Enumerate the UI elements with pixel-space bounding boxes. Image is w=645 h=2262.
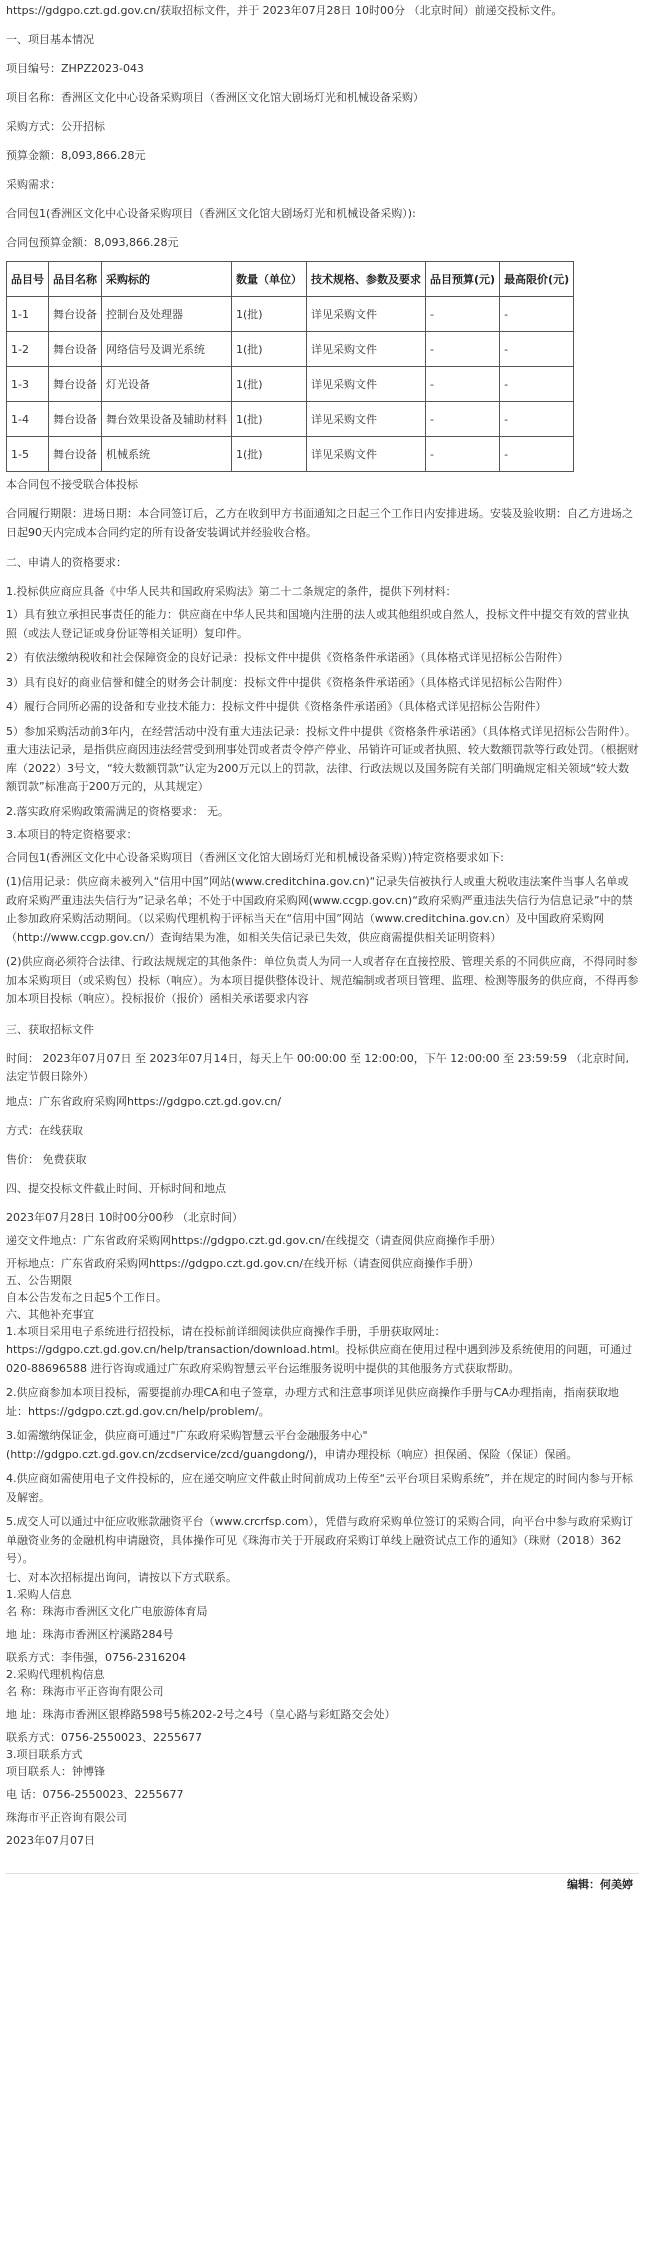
cell: - (426, 437, 500, 472)
table-row (7, 297, 574, 332)
cell: 1-2 (7, 332, 49, 367)
cell: - (500, 402, 574, 437)
buyer-contact: 联系方式：李伟强，0756-2316204 (6, 1650, 186, 1664)
announcement-period: 自本公告发布之日起5个工作日。 (6, 1290, 167, 1304)
specific-requirement-label: 3.本项目的特定资格要求： (6, 827, 138, 841)
items-table (6, 261, 574, 472)
procurement-method: 采购方式：公开招标 (6, 120, 105, 133)
credit-record-requirement: (1)信用记录：供应商未被列入“信用中国”网站(www.creditchina.gov.cn)“记录失信被执行人或重大税收违法案件当事人名单或政府采购严重违法失信行为”记录名单；不处于中国政府采购网(www.ccgp.gov.cn)“政府采购严重违法失信行为信息记录”中的禁止参加政府采购活动期间。（以采购代理机构于评标当天在“信用中国”网站（www.creditchina.gov.cn）及中国政府采购网（http://www.ccgp.gov.cn/）查询结果为准，如相关失信记录已失效，供应商需提供相关证明资料） (6, 875, 633, 944)
section2-heading: 二、申请人的资格要求： (6, 556, 127, 569)
qualification-condition-1: 1）具有独立承担民事责任的能力：供应商在中华人民共和国境内注册的法人或其他组织或自然人，投标文件中提交有效的营业执照（或法人登记证或身份证等相关证明）复印件。 (6, 608, 629, 640)
col-quantity: 数量（单位） (232, 262, 307, 297)
document-price: 售价： 免费获取 (6, 1152, 87, 1166)
section1-heading: 一、项目基本情况 (6, 33, 94, 46)
section7-heading: 七、对本次招标提出询问，请按以下方式联系。 (6, 1570, 237, 1584)
supplement-item-3: 3.如需缴纳保证金，供应商可通过"广东政府采购智慧云平台金融服务中心" (6, 1429, 368, 1442)
col-item-no: 品目号 (7, 262, 49, 297)
qualification-condition-4: 4）履行合同所必需的设备和专业技术能力：投标文件中提供《资格条件承诺函》（具体格式详见招标公告附件） (6, 700, 547, 713)
supplement-item-4: 4.供应商如需使用电子文件投标的，应在递交响应文件截止时间前成功上传至“云平台项目采购系统”，并在规定的时间内参与开标及解密。 (6, 1472, 633, 1504)
submission-deadline: 2023年07月28日 10时00分00秒 （北京时间） (6, 1210, 243, 1224)
col-item-name: 品目名称 (49, 262, 102, 297)
col-subject: 采购标的 (102, 262, 232, 297)
cell: - (500, 367, 574, 402)
buyer-name: 名 称：珠海市香洲区文化广电旅游体育局 (6, 1604, 208, 1618)
agency-company: 珠海市平正咨询有限公司 (6, 1810, 127, 1824)
cell: 舞台设备 (49, 402, 102, 437)
policy-requirement: 2.落实政府采购政策需满足的资格要求： 无。 (6, 804, 229, 818)
qualification-condition-3: 3）具有良好的商业信誉和健全的财务会计制度：投标文件中提供《资格条件承诺函》（具体格式详见招标公告附件） (6, 675, 569, 689)
table-row (7, 367, 574, 402)
buyer-address: 地 址：珠海市香洲区柠溪路284号 (6, 1627, 174, 1641)
agent-contact: 联系方式：0756-2550023、2255677 (6, 1730, 202, 1744)
document-place: 地点：广东省政府采购网https://gdgpo.czt.gd.gov.cn/ (6, 1094, 282, 1108)
cell: 1(批) (232, 297, 307, 332)
document-way: 方式：在线获取 (6, 1123, 83, 1137)
cell: 网络信号及调光系统 (102, 332, 232, 367)
cell: - (500, 437, 574, 472)
cell: 机械系统 (102, 437, 232, 472)
cell: 详见采购文件 (307, 297, 426, 332)
package-budget: 合同包预算金额：8,093,866.28元 (6, 236, 179, 249)
agent-name: 名 称：珠海市平正咨询有限公司 (6, 1684, 164, 1698)
qualification-intro: 1.投标供应商应具备《中华人民共和国政府采购法》第二十二条规定的条件，提供下列材料： (6, 585, 457, 598)
cell: 详见采购文件 (307, 402, 426, 437)
supplement-item-2: 2.供应商参加本项目投标，需要提前办理CA和电子签章，办理方式和注意事项详见供应商操作手册与CA办理指南，指南获取地址：https://gdgpo.czt.gd.gov.cn/help/problem/。 (6, 1386, 619, 1418)
announcement-date: 2023年07月07日 (6, 1833, 95, 1847)
editor-credit: 编辑：何美婷 (567, 1877, 633, 1891)
cell: 详见采购文件 (307, 437, 426, 472)
qualification-condition-5: 5）参加采购活动前3年内，在经营活动中没有重大违法记录：投标文件中提供《资格条件承诺函》（具体格式详见招标公告附件）。重大违法记录，是指供应商因违法经营受到刑事处罚或者责令停产停业、吊销许可证或者执照、较大数额罚款等行政处罚。（根据财库（2022）3号文，“较大数额罚款”认定为200万元以上的罚款，法律、行政法规以及国务院有关部门明确规定相关领域“较大数额罚款”标准高于200万元的，从其规定） (6, 724, 639, 793)
project-name: 项目名称：香洲区文化中心设备采购项目（香洲区文化馆大剧场灯光和机械设备采购） (6, 91, 424, 104)
package-title: 合同包1(香洲区文化中心设备采购项目（香洲区文化馆大剧场灯光和机械设备采购）): (6, 207, 416, 220)
col-item-budget: 品目预算(元) (426, 262, 500, 297)
col-max-price: 最高限价(元) (500, 262, 574, 297)
qualification-condition-2: 2）有依法缴纳税收和社会保障资金的良好记录：投标文件中提供《资格条件承诺函》（具体格式详见招标公告附件） (6, 651, 569, 664)
budget-amount: 预算金额：8,093,866.28元 (6, 149, 146, 162)
buyer-heading: 1.采购人信息 (6, 1587, 72, 1601)
performance-period: 合同履行期限：进场日期：本合同签订后，乙方在收到甲方书面通知之日起三个工作日内安排进场。安装及验收期：自乙方进场之日起90天内完成本合同约定的所有设备安装调试并经验收合格。 (6, 507, 633, 539)
cell: 1(批) (232, 402, 307, 437)
section3-heading: 三、获取招标文件 (6, 1022, 94, 1036)
supplement-item-5: 5.成交人可以通过中征应收账款融资平台（www.crcrfsp.com），凭借与政府采购单位签订的采购合同，向平台中参与政府采购订单融资业务的金融机构申请融资，具体操作可见《珠海市关于开展政府采购订单线上融资试点工作的通知》（珠财（2018）362号）。 (6, 1515, 633, 1565)
cell: - (500, 332, 574, 367)
document-time: 时间： 2023年07月07日 至 2023年07月14日，每天上午 00:00:00 至 12:00:00，下午 12:00:00 至 23:59:59 （北京时间,法定节假日除外） (6, 1051, 630, 1083)
cell: - (426, 297, 500, 332)
cell: 1(批) (232, 367, 307, 402)
supplement-item-3-link: (http://gdgpo.czt.gd.gov.cn/zcdservice/zcd/guangdong/)，申请办理投标（响应）担保函、保险（保证）保函。 (6, 1447, 578, 1461)
cell: 灯光设备 (102, 367, 232, 402)
project-phone: 电 话：0756-2550023、2255677 (6, 1787, 184, 1801)
table-header-row (7, 262, 574, 297)
table-row (7, 437, 574, 472)
cell: - (500, 297, 574, 332)
cell: 舞台设备 (49, 367, 102, 402)
no-consortium-note: 本合同包不接受联合体投标 (6, 478, 138, 491)
supplement-item-1: 1.本项目采用电子系统进行招投标，请在投标前详细阅读供应商操作手册，手册获取网址：https://gdgpo.czt.gd.gov.cn/help/transaction/download.html。投标供应商在使用过程中遇到涉及系统使用的问题，可通过020-88696588 进行咨询或通过广东政府采购智慧云平台运维服务说明中提供的其他服务方式获取帮助。 (6, 1324, 633, 1375)
cell: - (426, 402, 500, 437)
submission-place: 递交文件地点：广东省政府采购网https://gdgpo.czt.gd.gov.cn/在线提交（请查阅供应商操作手册） (6, 1233, 502, 1247)
cell: 1-1 (7, 297, 49, 332)
cell: 舞台设备 (49, 332, 102, 367)
cell: - (426, 367, 500, 402)
project-contact-person: 项目联系人：钟博锋 (6, 1764, 105, 1778)
cell: - (426, 332, 500, 367)
other-conditions-requirement: (2)供应商必须符合法律、行政法规规定的其他条件：单位负责人为同一人或者存在直接控股、管理关系的不同供应商，不得同时参加本采购项目（或采购包）投标（响应）。为本项目提供整体设计、规范编制或者项目管理、监理、检测等服务的供应商，不得再参加本项目投标（响应）。投标报价（报价）函相关承诺要求内容 (6, 955, 639, 1005)
section5-heading: 五、公告期限 (6, 1273, 72, 1287)
col-specs: 技术规格、参数及要求 (307, 262, 426, 297)
agent-address: 地 址：珠海市香洲区银桦路598号5栋202-2号之4号（皇心路与彩虹路交会处） (6, 1707, 396, 1721)
cell: 舞台设备 (49, 297, 102, 332)
project-number: 项目编号：ZHPZ2023-043 (6, 62, 144, 75)
cell: 控制台及处理器 (102, 297, 232, 332)
intro-text: https://gdgpo.czt.gd.gov.cn/获取招标文件，并于 2023年07月28日 10时00分 （北京时间）前递交投标文件。 (6, 4, 563, 17)
cell: 详见采购文件 (307, 332, 426, 367)
cell: 1(批) (232, 437, 307, 472)
table-row (7, 332, 574, 367)
cell: 详见采购文件 (307, 367, 426, 402)
specific-requirement-intro: 合同包1(香洲区文化中心设备采购项目（香洲区文化馆大剧场灯光和机械设备采购）)特定资格要求如下: (6, 850, 504, 864)
cell: 1-4 (7, 402, 49, 437)
project-contact-heading: 3.项目联系方式 (6, 1747, 83, 1761)
table-row (7, 402, 574, 437)
requirement-label: 采购需求： (6, 178, 61, 191)
cell: 舞台效果设备及辅助材料 (102, 402, 232, 437)
cell: 1-3 (7, 367, 49, 402)
cell: 1(批) (232, 332, 307, 367)
cell: 1-5 (7, 437, 49, 472)
section6-heading: 六、其他补充事宜 (6, 1307, 94, 1321)
agent-heading: 2.采购代理机构信息 (6, 1667, 105, 1681)
opening-place: 开标地点：广东省政府采购网https://gdgpo.czt.gd.gov.cn/在线开标（请查阅供应商操作手册） (6, 1256, 480, 1270)
cell: 舞台设备 (49, 437, 102, 472)
section4-heading: 四、提交投标文件截止时间、开标时间和地点 (6, 1181, 226, 1195)
announcement-document (0, 2, 645, 1896)
